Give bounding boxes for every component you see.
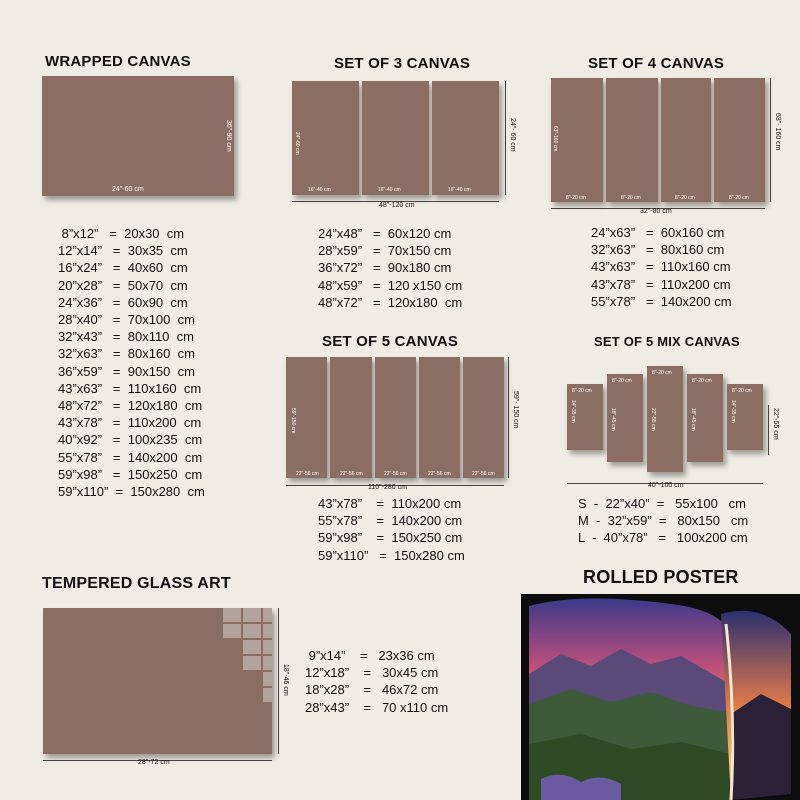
set5-panel-5: [463, 357, 504, 478]
set4-total-height: 63"- 160 cm: [774, 113, 781, 151]
wrapped-size-row: 32”x63” = 80x160 cm: [58, 346, 195, 362]
wrapped-size-row: 48”x72” = 120x180 cm: [58, 398, 203, 414]
wrapped-size-row: 16”x24” = 40x60 cm: [58, 260, 188, 276]
set3-size-row: 24”x48” = 60x120 cm: [318, 226, 452, 241]
set5mix-panel2-width: 8"-20 cm: [612, 378, 632, 384]
wrapped-canvas-title: WRAPPED CANVAS: [45, 53, 191, 70]
set5-size-row: 59”x98” = 150x250 cm: [318, 530, 463, 546]
set3-total-width: 48"-120 cm: [379, 202, 415, 209]
set5mix-side-height-left: 14"-35 cm: [570, 400, 576, 423]
set5-panel3-width-label: 22"-56 cm: [384, 471, 407, 477]
set5mix-title: SET OF 5 MIX CANVAS: [594, 334, 740, 349]
set4-size-row: 55”x78” = 140x200 cm: [591, 293, 732, 309]
wrapped-size-row: 32”x43” = 80x110 cm: [58, 329, 194, 345]
wrapped-size-row: 40”x92” = 100x235 cm: [58, 432, 203, 448]
set5mix-side-height-right: 14"-35 cm: [730, 400, 736, 423]
set3-panel-2: [362, 81, 429, 195]
glass-size-row: 12”x18” = 30x45 cm: [305, 665, 439, 681]
set5-size-row: 59”x110” = 150x280 cm: [318, 547, 465, 563]
glass-title: TEMPERED GLASS ART: [42, 575, 231, 592]
glass-size-list: [305, 647, 448, 716]
wrapped-size-row: 28”x40” = 70x100 cm: [58, 312, 195, 328]
glass-reflection-grid: [223, 608, 272, 708]
set3-panel-1: [292, 81, 359, 195]
wrapped-size-row: 20”x28” = 50x70 cm: [58, 277, 188, 293]
set5-height-line: [508, 357, 509, 478]
set3-panel1-width-label: 16"-40 cm: [308, 187, 331, 193]
set5-panel2-width-label: 22"-56 cm: [340, 471, 363, 477]
wrapped-size-row: 43”x63” = 110x160 cm: [58, 380, 202, 396]
set5-total-width: 110"-280 cm: [368, 484, 407, 491]
set5mix-size-row: M - 32”x59” = 80x150 cm: [578, 513, 749, 529]
set5-title: SET OF 5 CANVAS: [322, 333, 459, 350]
glass-panel: [43, 608, 272, 754]
wrapped-width-label: 24"-60 cm: [112, 186, 144, 193]
wrapped-size-row: 8”x12” = 20x30 cm: [58, 226, 185, 241]
set4-panel2-width-label: 8"-20 cm: [621, 195, 641, 201]
set5mix-size-row: S - 22”x40” = 55x100 cm: [578, 496, 746, 511]
set4-panel-4: [714, 78, 765, 202]
set4-panel-height-label: 63"-160 cm: [552, 126, 558, 152]
wrapped-height-label: 36"-90 cm: [225, 120, 232, 152]
set5mix-panel5-width: 8"-20 cm: [732, 388, 752, 394]
set4-panel1-width-label: 8"-20 cm: [566, 195, 586, 201]
set3-size-row: 36”x72” = 90x180 cm: [318, 260, 452, 276]
set4-size-row: 43”x78” = 110x200 cm: [591, 276, 731, 292]
set5-panel-2: [330, 357, 372, 478]
set4-panel-3: [661, 78, 711, 202]
set3-panel2-width-label: 16"-40 cm: [378, 187, 401, 193]
set5mix-size-list: [578, 495, 748, 547]
set5mix-panel3-width: 8"-20 cm: [652, 370, 672, 376]
set4-panel4-width-label: 8"-20 cm: [729, 195, 749, 201]
set3-size-row: 48”x72” = 120x180 cm: [318, 294, 463, 310]
glass-size-row: 9”x14” = 23x36 cm: [305, 648, 435, 663]
set5mix-panel1-width: 8"-20 cm: [572, 388, 592, 394]
wrapped-size-list: [58, 225, 205, 500]
set5-panel1-width-label: 22"-56 cm: [296, 471, 319, 477]
set5mix-total-width: 40"-100 cm: [648, 482, 684, 489]
set5-panel-height-label: 59"-150 cm: [290, 408, 296, 434]
set4-panel3-width-label: 8"-20 cm: [675, 195, 695, 201]
set5mix-height-line: [768, 405, 769, 455]
set5mix-size-row: L - 40”x78” = 100x200 cm: [578, 530, 748, 546]
set4-panel-2: [606, 78, 658, 202]
set3-size-row: 28”x59” = 70x150 cm: [318, 243, 452, 259]
set5-panel5-width-label: 22"-56 cm: [472, 471, 495, 477]
wrapped-size-row: 43”x78” = 110x200 cm: [58, 415, 202, 431]
set5-size-row: 55”x78” = 140x200 cm: [318, 513, 463, 529]
glass-width-label: 28"-72 cm: [138, 759, 170, 766]
set3-total-height: 24"- 60 cm: [509, 118, 516, 152]
wrapped-size-row: 59”x98” = 150x250 cm: [58, 466, 203, 482]
set5-panel-3: [375, 357, 416, 478]
set4-height-line: [770, 78, 771, 202]
set3-panel-3: [432, 81, 499, 195]
set4-title: SET OF 4 CANVAS: [588, 55, 725, 72]
poster-title: ROLLED POSTER: [583, 567, 739, 587]
glass-size-row: 28”x43” = 70 x110 cm: [305, 699, 449, 715]
set5-total-height: 59"- 150 cm: [512, 391, 519, 429]
set5-panel-4: [419, 357, 460, 478]
glass-height-line: [278, 608, 279, 754]
set4-panel-1: [551, 78, 603, 202]
set5-size-list: [318, 495, 465, 564]
set5mix-mid-height-left: 18"-45 cm: [610, 408, 616, 431]
set4-size-row: 43”x63” = 110x160 cm: [591, 259, 731, 275]
set3-title: SET OF 3 CANVAS: [334, 55, 471, 72]
rolled-poster-image: [521, 594, 800, 800]
set5-panel4-width-label: 22"-56 cm: [428, 471, 451, 477]
set4-size-row: 32”x63” = 80x160 cm: [591, 242, 725, 258]
wrapped-size-row: 36”x59” = 90x150 cm: [58, 363, 195, 379]
set3-height-line: [505, 81, 506, 195]
poster-landscape-illustration: [521, 594, 800, 800]
wrapped-size-row: 55”x78” = 140x200 cm: [58, 449, 203, 465]
wrapped-size-row: 12”x14” = 30x35 cm: [58, 243, 188, 259]
set4-total-width: 32"-80 cm: [640, 208, 672, 215]
wrapped-size-row: 24”x36” = 60x90 cm: [58, 294, 188, 310]
set5-size-row: 43”x78” = 110x200 cm: [318, 496, 462, 511]
set3-panel3-width-label: 16"-40 cm: [448, 187, 471, 193]
set5mix-total-height: 22"-55 cm: [772, 408, 779, 440]
set5mix-mid-height-right: 18"-45 cm: [690, 408, 696, 431]
set3-size-list: [318, 225, 462, 311]
glass-height-label: 18"-46 cm: [282, 664, 289, 696]
set4-size-row: 24”x63” = 60x160 cm: [591, 225, 725, 240]
set4-size-list: [591, 224, 732, 310]
glass-size-row: 18”x28” = 46x72 cm: [305, 682, 439, 698]
set5mix-panel4-width: 8"-20 cm: [692, 378, 712, 384]
wrapped-size-row: 59”x110” = 150x280 cm: [58, 484, 205, 500]
set5mix-center-height: 22"-55 cm: [650, 408, 656, 431]
set3-size-row: 48”x59” = 120 x150 cm: [318, 277, 463, 293]
set3-panel-height-label: 24"-60 cm: [294, 132, 300, 155]
wrapped-canvas-panel: [42, 76, 234, 196]
